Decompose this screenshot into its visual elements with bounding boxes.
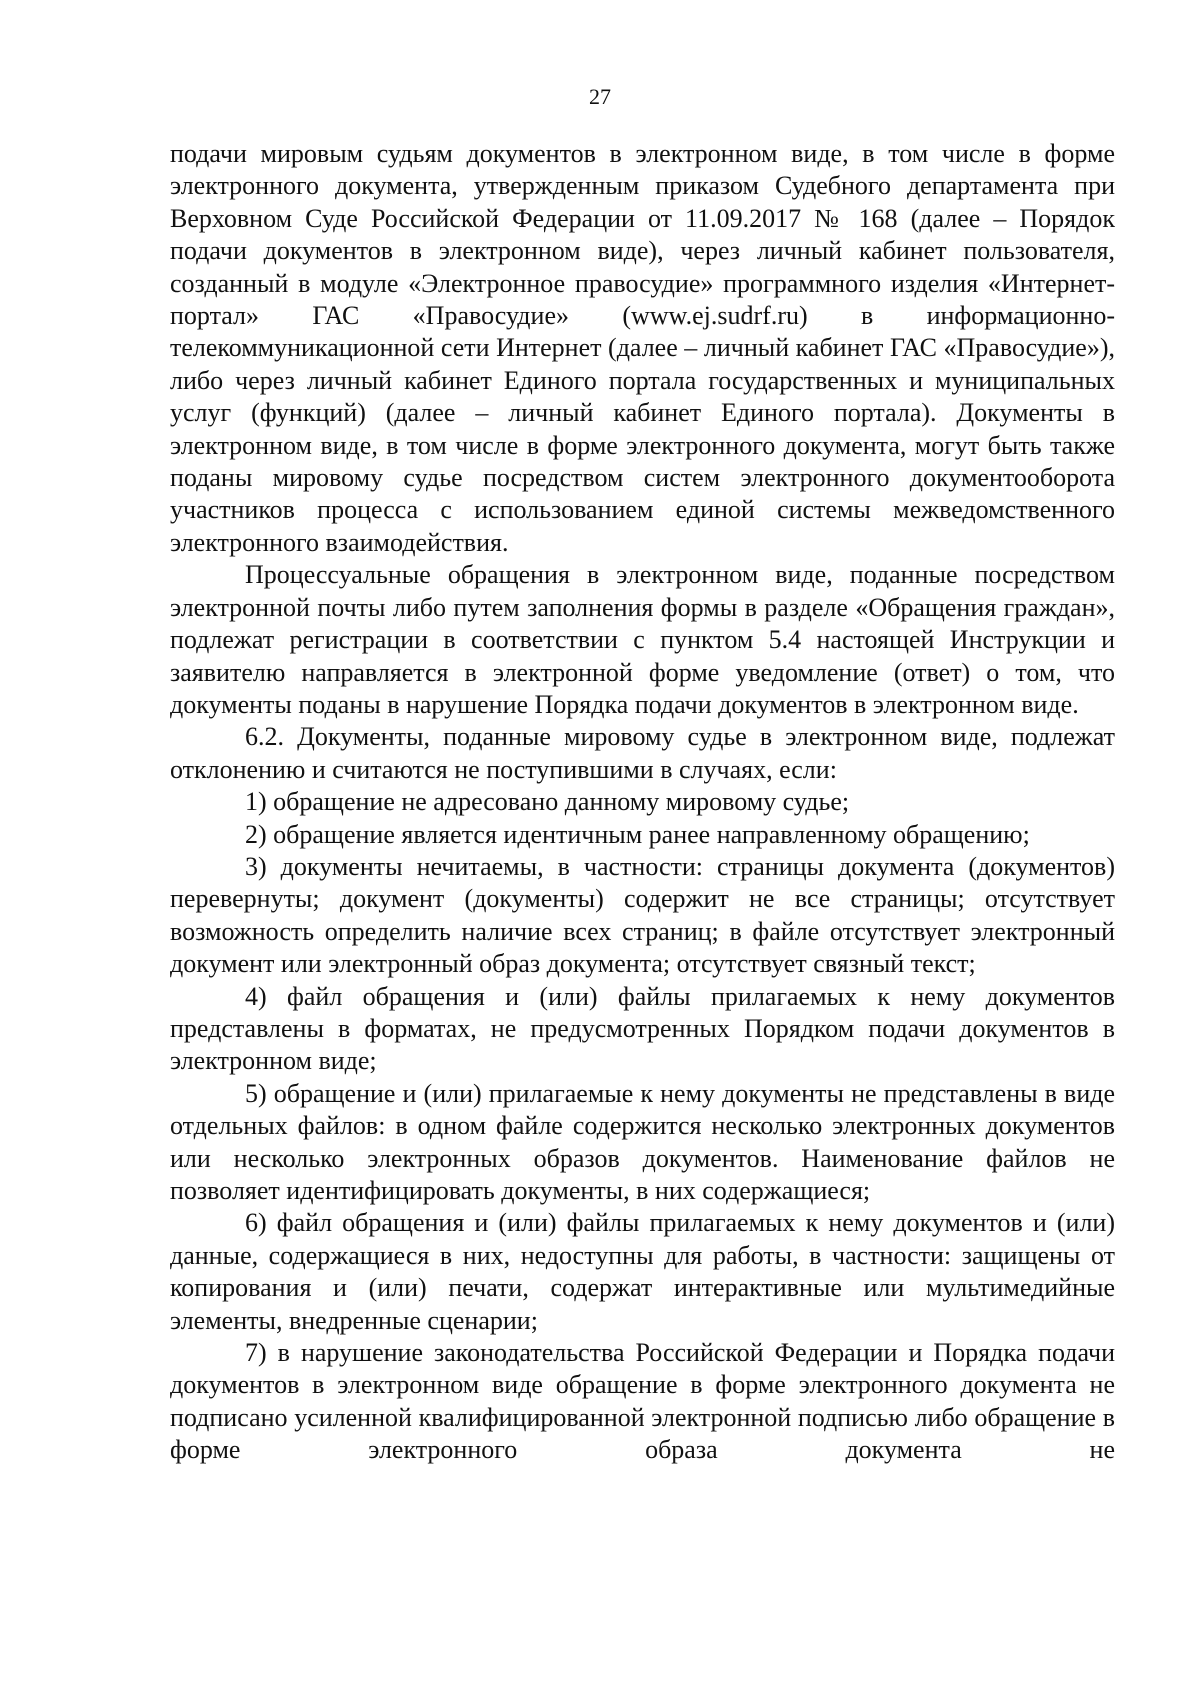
list-item-6: 6) файл обращения и (или) файлы прилагаемых к нему документов и (или) данные, содержащиеся в них, недоступны для работы, в частности: защищены от копирования и (или) печати, содержат интерактивные или мультимедийные элементы, внедренные сценарии; [170,1208,1115,1335]
page-number: 27 [589,84,611,109]
paragraph-procedural-requests: Процессуальные обращения в электронном виде, поданные посредством электронной почты либо путем заполнения формы в разделе «Обращения граждан», подлежат регистрации в соответствии с пунктом 5.4 настоящей Инструкции и заявителю направляется в электронной форме уведомление (ответ) о том, что документы поданы в нарушение Порядка подачи документов в электронном виде. [170,560,1115,719]
list-item-1: 1) обращение не адресовано данному мировому судье; [245,787,850,817]
paragraph-intro: подачи мировым судьям документов в электронном виде, в том числе в форме электронного документа, утвержденным приказом Судебного департамента при Верховном Суде Российской Федерации от 11.09.2017 № 168 (далее – Порядок подачи документов в электронном виде), через личный кабинет пользователя, созданный в модуле «Электронное правосудие» программного изделия «Интернет-портал» ГАС «Правосудие» (www.ej.sudrf.ru) в информационно-телекоммуникационной сети Интернет (далее – личный кабинет ГАС «Правосудие»), либо через личный кабинет Единого портала государственных и муниципальных услуг (функций) (далее – личный кабинет Единого портала). Документы в электронном виде, в том числе в форме электронного документа, могут быть также поданы мировому судье посредством систем электронного документооборота участников процесса с использованием единой системы межведомственного электронного взаимодействия. [170,139,1115,557]
document-body [170,138,1115,1467]
list-item-3: 3) документы нечитаемы, в частности: страницы документа (документов) перевернуты; документ (документы) содержит не все страницы; отсутствует возможность определить наличие всех страниц; в файле отсутствует электронный документ или электронный образ документа; отсутствует связный текст; [170,851,1115,979]
list-item-5: 5) обращение и (или) прилагаемые к нему документы не представлены в виде отдельных файлов: в одном файле содержится несколько электронных документов или несколько электронных образов документов. Наименование файлов не позволяет идентифицировать документы, в них содержащиеся; [170,1078,1115,1205]
paragraph-section-6-2: 6.2. Документы, поданные мировому судье в электронном виде, подлежат отклонению и считаются не поступившими в случаях, если: [170,722,1115,784]
list-item-4: 4) файл обращения и (или) файлы прилагаемых к нему документов представлены в форматах, не предусмотренных Порядком подачи документов в электронном виде; [170,981,1115,1076]
list-item-7: 7) в нарушение законодательства Российской Федерации и Порядка подачи документов в электронном виде обращение в форме электронного документа не подписано усиленной квалифицированной электронной подписью либо обращение в форме электронного образа документа не [170,1338,1115,1465]
list-item-2: 2) обращение является идентичным ранее направленному обращению; [245,819,1030,849]
